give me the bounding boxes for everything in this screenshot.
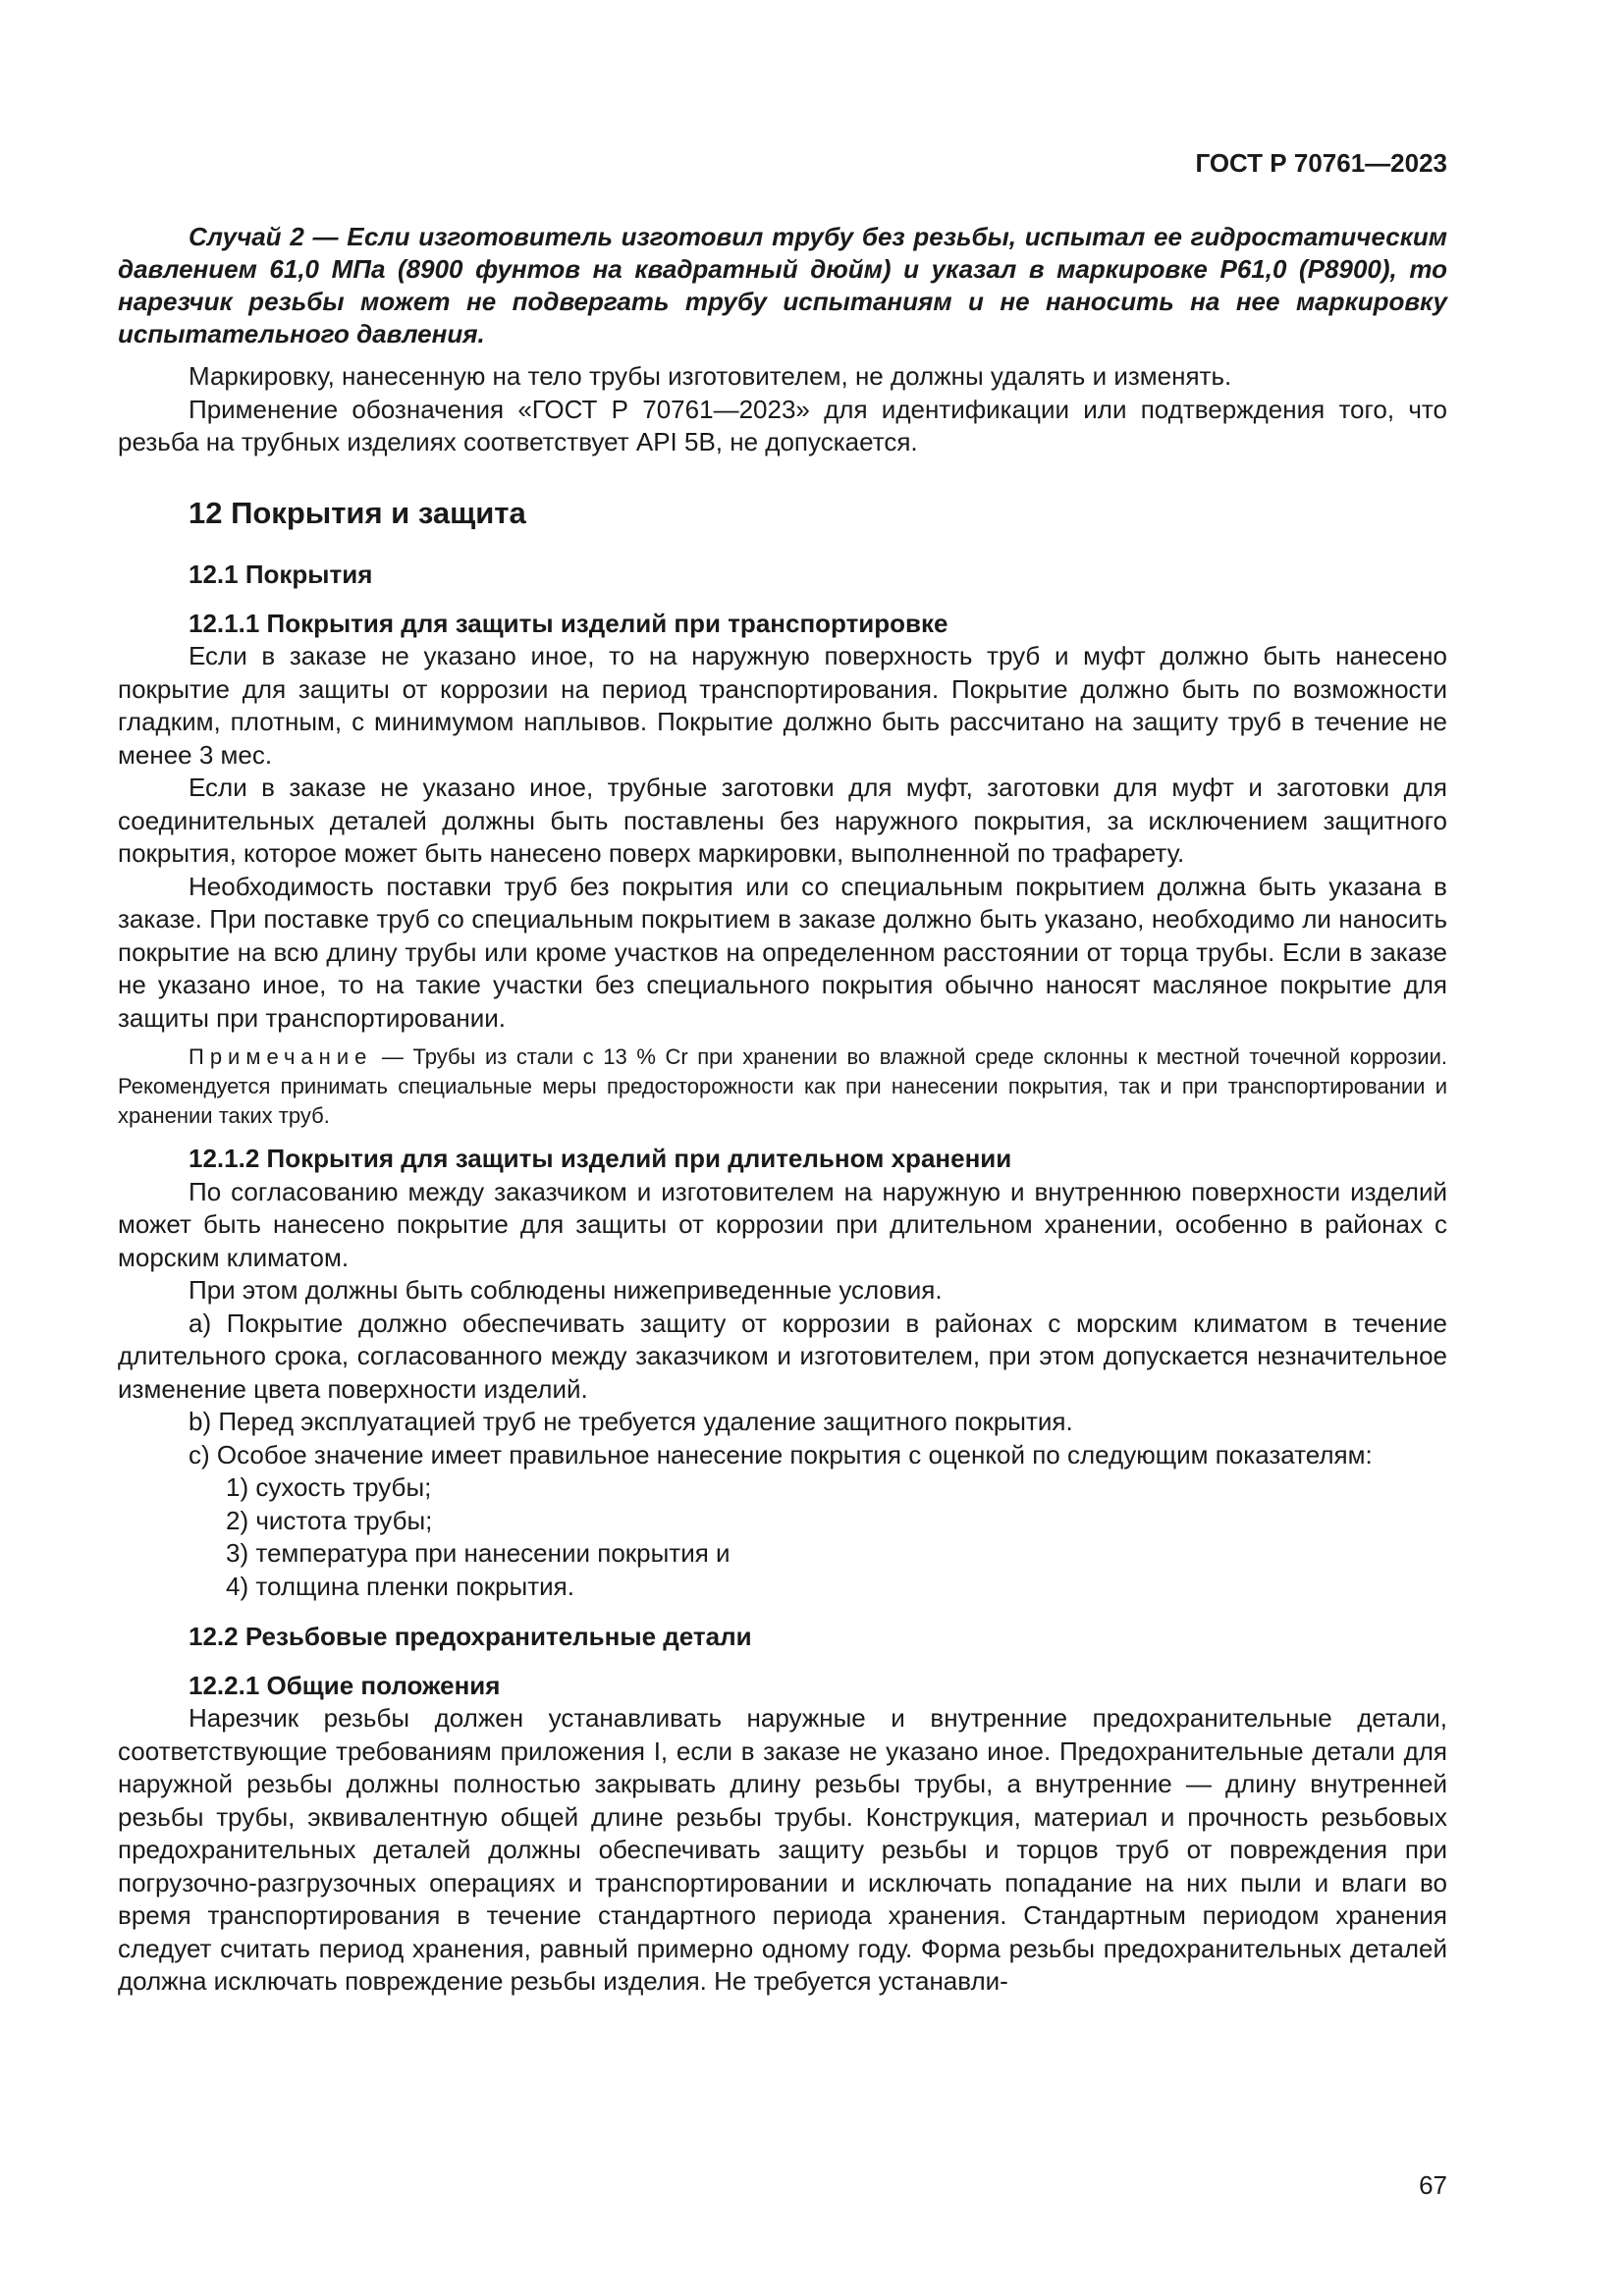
page-number: 67 [1419,2170,1447,2200]
page-content [118,221,1447,1999]
section-12-2-heading: 12.2 Резьбовые предохранительные детали [189,1622,752,1651]
list-item: 3) температура при нанесении покрытия и [226,1538,731,1568]
case-2-paragraph: Случай 2 — Если изготовитель изготовил трубу без резьбы, испытал ее гидростатическим давлением 61,0 МПа (8900 фунтов на квадратный дюйм) и указал в маркировке Р61,0 (P8900), то нарезчик резьбы может не подвергать трубу испытаниям и не наносить на нее маркировку испытательного давления. [118,222,1447,348]
s12-1-1-paragraph-3: Необходимость поставки труб без покрытия или со специальным покрытием должна быть указана в заказе. При поставке труб со специальным покрытием в заказе должно быть указано, необходимо ли наносить покрытие на всю длину трубы или кроме участков на определенном расстоянии от торца трубы. Если в заказе не указано иное, то на такие участки без специального покрытия обычно наносят масляное покрытие для защиты при транспортировании. [118,871,1447,1033]
s12-1-1-paragraph-1: Если в заказе не указано иное, то на наружную поверхность труб и муфт должно быть нанесено покрытие для защиты от коррозии на период транспортирования. Покрытие должно быть по возможности гладким, плотным, с минимумом наплывов. Покрытие должно быть рассчитано на защиту труб в течение не менее 3 мес. [118,641,1447,770]
section-12-heading: 12 Покрытия и защита [189,495,526,530]
s12-2-1-paragraph-1: Нарезчик резьбы должен устанавливать наружные и внутренние предохранительные детали, соответствующие требованиям приложения I, если в заказе не указано иное. Предохранительные детали для наружной резьбы должны полностью закрывать длину резьбы трубы, а внутренние — длину внутренней резьбы трубы, эквивалентную общей длине резьбы трубы. Конструкция, материал и прочность резьбовых предохранительных деталей должны обеспечивать защиту резьбы и торцов труб от повреждения при погрузочно-разгрузочных операциях и транспортировании и исключать попадание на них пыли и влаги во время транспортирования в течение стандартного периода хранения. Стандартным периодом хранения следует считать период хранения, равный примерно одному году. Форма резьбы предохранительных деталей должна исключать повреждение резьбы изделия. Не требуется устанавли- [118,1703,1447,1996]
note-label: Примечание [189,1044,373,1069]
list-item-c: c) Особое значение имеет правильное нанесение покрытия с оценкой по следующим показателям: [189,1439,1373,1469]
indicator-list [226,1471,1447,1603]
section-12-1-2-heading: 12.1.2 Покрытия для защиты изделий при длительном хранении [189,1144,1012,1173]
section-12-2-1-heading: 12.2.1 Общие положения [189,1670,501,1700]
list-item-b: b) Перед эксплуатацией труб не требуется удаление защитного покрытия. [189,1407,1073,1436]
note-text: — Трубы из стали с 13 % Cr при хранении во влажной среде склонны к местной точечной коррозии. Рекомендуется принимать специальные меры предосторожности как при нанесении покрытия, так и при транспортировании и хранении таких труб. [118,1044,1447,1128]
list-item-a: a) Покрытие должно обеспечивать защиту от коррозии в районах с морским климатом в течение длительного срока, согласованного между заказчиком и изготовителем, при этом допускается незначительное изменение цвета поверхности изделий. [118,1308,1447,1404]
section-12-1-heading: 12.1 Покрытия [189,560,373,589]
section-12-1-1-heading: 12.1.1 Покрытия для защиты изделий при транспортировке [189,608,948,638]
document-id-header: ГОСТ Р 70761—2023 [1195,148,1447,178]
list-item: 2) чистота трубы; [226,1505,433,1535]
usage-paragraph: Применение обозначения «ГОСТ Р 70761—2023» для идентификации или подтверждения того, что резьба на трубных изделиях соответствует API 5B, не допускается. [118,394,1447,456]
note-paragraph [118,1042,1447,1131]
s12-1-2-paragraph-2: При этом должны быть соблюдены нижеприведенные условия. [189,1275,943,1305]
s12-1-2-paragraph-1: По согласованию между заказчиком и изготовителем на наружную и внутреннюю поверхности изделий может быть нанесено покрытие для защиты от коррозии при длительном хранении, особенно в районах с морским климатом. [118,1176,1447,1272]
marking-paragraph: Маркировку, нанесенную на тело трубы изготовителем, не должны удалять и изменять. [189,361,1232,391]
list-item: 4) толщина пленки покрытия. [226,1571,574,1601]
list-item: 1) сухость трубы; [226,1472,432,1502]
s12-1-1-paragraph-2: Если в заказе не указано иное, трубные заготовки для муфт, заготовки для муфт и заготовки для соединительных деталей должны быть поставлены без наружного покрытия, за исключением защитного покрытия, которое может быть нанесено поверх маркировки, выполненной по трафарету. [118,773,1447,868]
